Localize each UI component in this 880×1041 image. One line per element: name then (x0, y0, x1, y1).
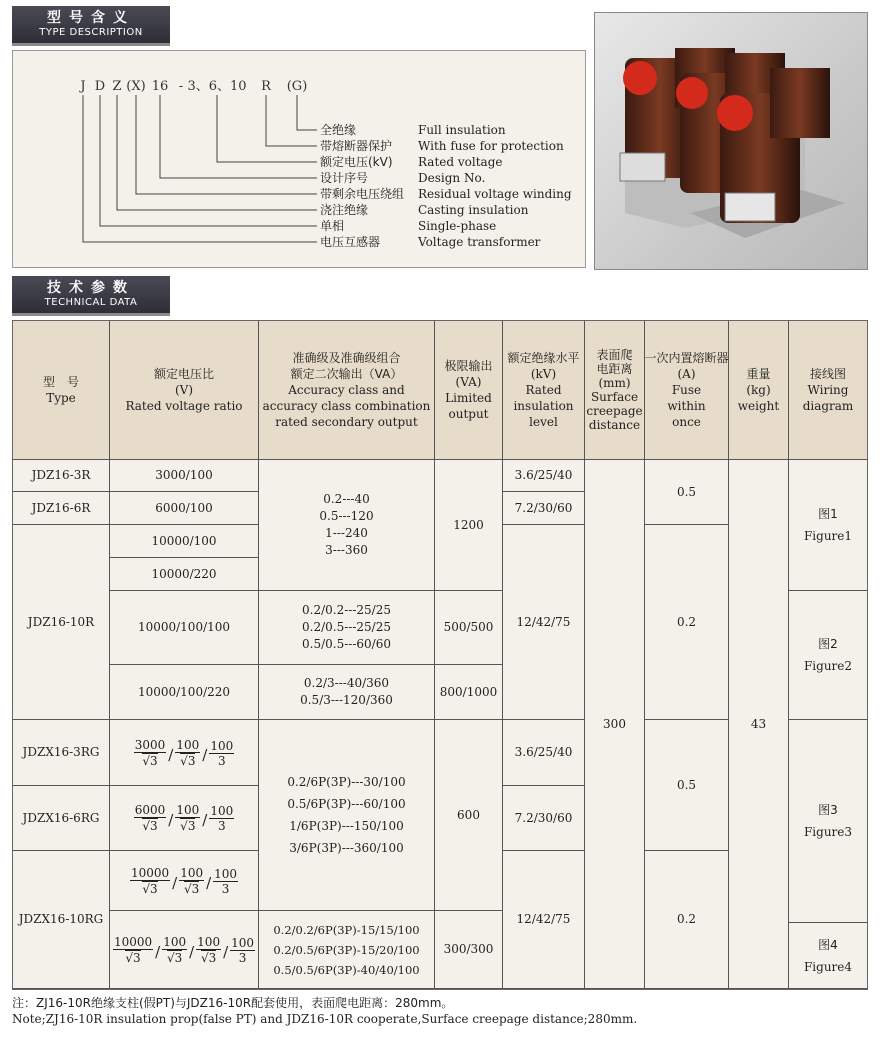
num: 100 (214, 866, 238, 881)
header-creepage (585, 321, 645, 460)
num: 100 (231, 935, 255, 950)
den: √3 (184, 881, 200, 896)
header-limited-output (435, 321, 503, 460)
header-ratio-en: Rated voltage ratio (125, 399, 243, 413)
header-type-en: Type (46, 391, 76, 405)
section-title-en: TYPE DESCRIPTION (39, 27, 143, 38)
header-limit-en1: Limited (445, 391, 492, 405)
desc-cn-casting: 浇注绝缘 (320, 203, 369, 217)
num: 100 (210, 738, 234, 753)
den: √3 (167, 950, 183, 965)
note-en: Note;ZJ16-10R insulation prop(false PT) and JDZ16-10R cooperate,Surface creepage distance;280mm. (12, 1012, 638, 1026)
header-fuse-en3: once (672, 415, 701, 429)
header-wiring-cn: 接线图 (809, 367, 846, 381)
header-insulation-en2: insulation (513, 399, 574, 413)
header-insulation (503, 321, 585, 460)
limited-output-cell: 500/500 (435, 591, 503, 665)
ratio-cell: 10000/100/100 (110, 591, 259, 665)
type-cell: JDZX16-3RG (13, 720, 110, 786)
header-insulation-en3: level (529, 415, 558, 429)
code-j: J (80, 79, 86, 94)
header-wiring (789, 321, 867, 460)
header-accuracy-en2: accuracy class combination (262, 399, 431, 413)
code-g: (G) (286, 79, 308, 94)
ratio-cell: 10000/100/220 (110, 665, 259, 720)
section-title-cn: 型号含义 (47, 10, 135, 26)
den: √3 (125, 950, 141, 965)
wiring-cell (789, 591, 867, 720)
desc-en-fuse: With fuse for protection (418, 139, 564, 153)
header-accuracy-cn2: 额定二次输出（VA） (290, 367, 403, 381)
den: 3 (217, 753, 226, 768)
accuracy-line: 3---360 (325, 543, 368, 557)
code-voltages: 3、6、10 (187, 79, 247, 94)
code-r: R (261, 79, 271, 94)
ratio-cell: 10000/100 (110, 525, 259, 558)
header-creepage-unit: (mm) (598, 376, 631, 390)
num: 100 (163, 934, 187, 949)
num: 100 (197, 934, 221, 949)
num: 100 (210, 804, 234, 818)
accuracy-line: 0.2/3---40/360 (303, 676, 390, 690)
header-weight-cn: 重量 (746, 367, 771, 381)
section-header-type-description (12, 6, 170, 46)
header-creepage-en3: distance (588, 418, 641, 432)
ratio-fraction: $\frac{6000}{√3}$ / $\frac{100}{√3}$ / $\frac{100}{3}$ (134, 803, 234, 833)
accuracy-cell (259, 460, 435, 591)
section-header-technical-data (12, 276, 170, 316)
ratio-cell-fraction (110, 911, 259, 989)
code-16: 16 (151, 79, 169, 94)
limited-output-cell: 800/1000 (435, 665, 503, 720)
insulation-cell: 7.2/30/60 (503, 492, 585, 525)
ratio-cell-fraction (110, 720, 259, 786)
num: 100 (176, 803, 200, 817)
header-weight-unit: (kg) (746, 383, 771, 397)
num: 6000 (134, 803, 166, 817)
fuse-cell: 0.5 (645, 720, 729, 851)
num: 100 (176, 737, 200, 752)
accuracy-line: 0.2/6P(3P)---30/100 (287, 775, 406, 789)
num: 10000 (113, 934, 153, 949)
header-wiring-en1: Wiring (807, 383, 849, 397)
desc-cn-design-no: 设计序号 (320, 171, 369, 185)
den: 3 (238, 950, 247, 965)
den: √3 (180, 753, 196, 768)
accuracy-cell (259, 911, 435, 989)
insulation-cell: 3.6/25/40 (503, 720, 585, 786)
wiring-figure-en: Figure4 (803, 959, 853, 974)
type-cell: JDZ16-3R (13, 460, 110, 492)
header-fuse-unit: (A) (677, 367, 696, 381)
accuracy-line: 1---240 (325, 526, 368, 540)
wiring-figure-cn: 图2 (818, 637, 838, 651)
note-cn: 注：ZJ16-10R绝缘支柱(假PT)与JDZ16-10R配套使用，表面爬电距离：280mm。 (12, 996, 454, 1010)
header-accuracy-en1: Accuracy class and (288, 383, 405, 397)
wiring-figure-cn: 图1 (818, 507, 838, 521)
ratio-cell: 6000/100 (110, 492, 259, 525)
header-limit-cn: 极限输出 (444, 359, 493, 373)
desc-en-residual-winding: Residual voltage winding (418, 187, 572, 201)
fuse-cell: 0.5 (645, 460, 729, 525)
header-wiring-en2: diagram (802, 399, 854, 413)
den: √3 (142, 819, 158, 833)
header-fuse-en1: Fuse (671, 383, 702, 397)
header-creepage-en1: Surface (590, 390, 639, 404)
accuracy-line: 0.5/0.5/6P(3P)-40/40/100 (273, 962, 420, 977)
header-insulation-en1: Rated (525, 383, 562, 397)
type-cell: JDZ16-10R (13, 525, 110, 720)
accuracy-line: 0.2/0.2---25/25 (302, 603, 391, 617)
header-fuse (645, 321, 729, 460)
accuracy-line: 3/6P(3P)---360/100 (289, 841, 404, 855)
header-ratio-unit: (V) (174, 383, 194, 397)
ratio-fraction: $\frac{10000}{√3}$ / $\frac{100}{√3}$ / $\frac{100}{3}$ (130, 865, 238, 896)
accuracy-cell (259, 665, 435, 720)
den: √3 (142, 881, 158, 896)
header-insulation-unit: (kV) (530, 367, 557, 381)
insulation-cell: 7.2/30/60 (503, 786, 585, 851)
leader-lines (83, 95, 317, 242)
desc-cn-single-phase: 单相 (320, 219, 345, 233)
desc-en-casting: Casting insulation (418, 203, 529, 217)
header-creepage-cn1: 表面爬 (596, 348, 633, 362)
den: √3 (200, 950, 217, 965)
header-fuse-en2: within (667, 399, 706, 413)
insulation-cell: 12/42/75 (503, 851, 585, 989)
header-creepage-cn2: 电距离 (596, 362, 633, 376)
section-title-cn: 技术参数 (47, 280, 135, 296)
header-type (13, 321, 110, 460)
ratio-fraction: $\frac{3000}{√3}$ / $\frac{100}{√3}$ / $\frac{100}{3}$ (134, 737, 234, 768)
ratio-cell-fraction (110, 786, 259, 851)
num: 10000 (130, 865, 170, 880)
desc-cn-full-insulation: 全绝缘 (320, 123, 357, 137)
wiring-figure-cn: 图4 (818, 937, 838, 952)
desc-en-voltage-transformer: Voltage transformer (418, 235, 541, 249)
den: 3 (221, 881, 230, 896)
desc-cn-fuse: 带熔断器保护 (320, 139, 393, 153)
desc-cn-residual-winding: 带剩余电压绕组 (320, 187, 405, 201)
code-z: Z (112, 79, 122, 94)
type-description-panel (12, 50, 586, 268)
product-photo (594, 12, 868, 270)
accuracy-line: 0.5/6P(3P)---60/100 (287, 797, 406, 811)
header-ratio (110, 321, 259, 460)
den: 3 (217, 819, 226, 833)
type-cell: JDZX16-10RG (13, 851, 110, 989)
wiring-cell (789, 460, 867, 591)
insulation-cell: 3.6/25/40 (503, 460, 585, 492)
header-limit-en2: output (448, 407, 489, 421)
accuracy-line: 0.2/0.5/6P(3P)-15/20/100 (273, 942, 420, 957)
desc-en-design-no: Design No. (418, 171, 486, 185)
type-cell: JDZX16-6RG (13, 786, 110, 851)
code-d: D (94, 79, 106, 94)
ratio-fraction: $\frac{10000}{√3}$ / $\frac{100}{√3}$ / $\frac{100}{√3}$ / $\frac{100}{3}$ (113, 934, 255, 965)
header-weight-en: weight (737, 399, 780, 413)
technical-data-table (12, 320, 868, 990)
section-title-en: TECHNICAL DATA (44, 297, 138, 308)
num: 3000 (134, 737, 166, 752)
ratio-cell: 3000/100 (110, 460, 259, 492)
header-accuracy-cn1: 准确级及准确级组合 (292, 351, 401, 365)
accuracy-line: 1/6P(3P)---150/100 (289, 819, 404, 833)
limited-output-cell: 300/300 (435, 911, 503, 989)
accuracy-line: 0.2---40 (323, 492, 370, 506)
accuracy-line: 0.5---120 (319, 509, 374, 523)
fuse-cell: 0.2 (645, 525, 729, 720)
accuracy-line: 0.2/0.5---25/25 (302, 620, 391, 634)
ratio-cell: 10000/220 (110, 558, 259, 591)
den: √3 (180, 819, 196, 833)
desc-en-full-insulation: Full insulation (418, 123, 506, 137)
wiring-figure-en: Figure1 (803, 529, 853, 543)
header-fuse-cn: 一次内置熔断器 (644, 351, 729, 365)
weight-cell: 43 (729, 460, 789, 989)
creepage-cell: 300 (585, 460, 645, 989)
header-accuracy-en3: rated secondary output (275, 415, 418, 429)
header-weight (729, 321, 789, 460)
den: √3 (142, 753, 158, 768)
type-cell: JDZ16-6R (13, 492, 110, 525)
num: 100 (180, 865, 204, 880)
header-limit-unit: (VA) (455, 375, 482, 389)
accuracy-cell (259, 591, 435, 665)
header-creepage-en2: creepage (586, 404, 643, 418)
wiring-cell (789, 720, 867, 923)
insulation-cell: 12/42/75 (503, 525, 585, 720)
desc-cn-rated-voltage: 额定电压(kV) (320, 155, 393, 169)
accuracy-line: 0.5/3---120/360 (300, 693, 393, 707)
limited-output-cell: 600 (435, 720, 503, 911)
code-x: (X) (126, 79, 146, 94)
fuse-cell: 0.2 (645, 851, 729, 989)
code-dash: - (178, 79, 184, 94)
wiring-figure-cn: 图3 (818, 803, 838, 817)
header-ratio-cn: 额定电压比 (153, 367, 214, 381)
header-type-cn: 型 号 (42, 375, 79, 389)
accuracy-cell (259, 720, 435, 911)
wiring-figure-en: Figure2 (803, 659, 853, 673)
header-accuracy (259, 321, 435, 460)
ratio-cell-fraction (110, 851, 259, 911)
header-insulation-cn: 额定绝缘水平 (507, 351, 580, 365)
wiring-figure-en: Figure3 (803, 825, 853, 839)
desc-cn-voltage-transformer: 电压互感器 (320, 235, 381, 249)
accuracy-line: 0.5/0.5---60/60 (302, 637, 391, 651)
limited-output-cell: 1200 (435, 460, 503, 591)
wiring-cell (789, 923, 867, 989)
desc-en-single-phase: Single-phase (418, 219, 497, 233)
accuracy-line: 0.2/0.2/6P(3P)-15/15/100 (273, 922, 420, 937)
desc-en-rated-voltage: Rated voltage (418, 155, 503, 169)
